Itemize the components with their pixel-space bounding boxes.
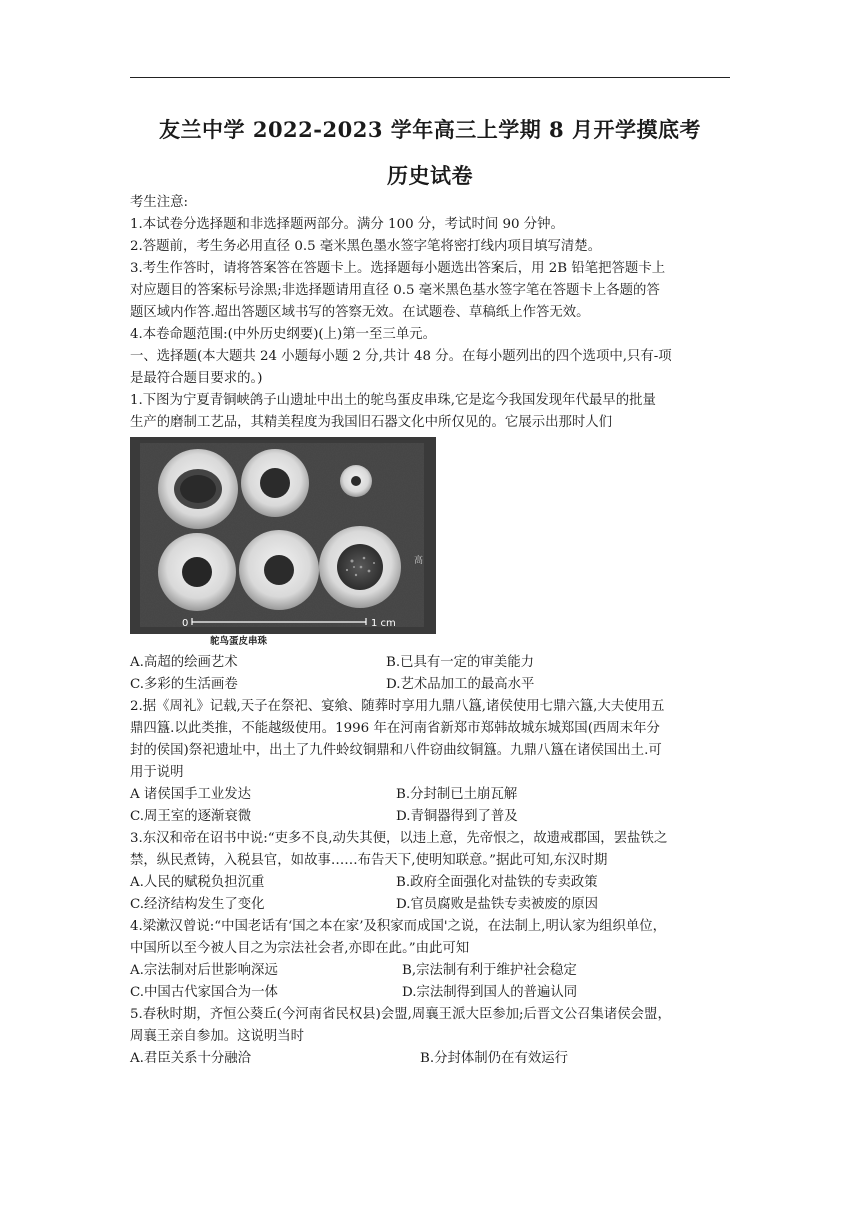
option-b[interactable]: B.已具有一定的审美能力 <box>386 655 535 670</box>
q3-stem: 3.东汉和帝在诏书中说:“吏多不良,动失其便，以违上意，先帝恨之，故遗戒郡国，罢盐铁之 <box>130 831 668 846</box>
q4-options-row <box>130 982 732 1004</box>
exam-body <box>130 192 732 1070</box>
option-a[interactable]: A.高超的绘画艺术 <box>130 655 238 670</box>
option-a[interactable]: A.君臣关系十分融洽 <box>130 1051 252 1066</box>
scale-end: 1 cm <box>371 618 396 629</box>
option-c[interactable]: C.多彩的生活画卷 <box>130 677 238 692</box>
bead-2 <box>241 449 309 517</box>
ostrich-eggshell-beads-photo <box>130 437 436 647</box>
bead-5 <box>239 530 319 610</box>
notice-header: 考生注意: <box>130 195 189 210</box>
q5-options-row <box>130 1048 732 1070</box>
option-a[interactable]: A.宗法制对后世影响深远 <box>130 963 278 978</box>
q2-options-row <box>130 784 732 806</box>
q1-stem: 生产的磨制工艺品，其精美程度为我国旧石器文化中所仅见的。它展示出那时人们 <box>130 415 613 430</box>
q4-stem: 中国所以至今被人目之为宗法社会者,亦即在此。”由此可知 <box>130 941 470 956</box>
bead-1 <box>158 449 238 529</box>
q5-stem: 周襄王亲自参加。这说明当时 <box>130 1029 305 1044</box>
section-heading: 是最符合题目要求的。) <box>130 371 263 386</box>
q3-options-row <box>130 894 732 916</box>
option-d[interactable]: D.官员腐败是盐铁专卖被废的原因 <box>396 897 598 912</box>
exam-subtitle: 历史试卷 <box>387 163 473 188</box>
notice-line: 1.本试卷分选择题和非选择题两部分。满分 100 分，考试时间 90 分钟。 <box>130 217 564 232</box>
option-c[interactable]: C.经济结构发生了变化 <box>130 897 265 912</box>
q5-stem: 5.春秋时期，齐恒公葵丘(今河南省民权县)会盟,周襄王派大臣参加;后晋文公召集诸侯会盟， <box>130 1007 671 1022</box>
q1-stem: 1.下图为宁夏青铜峡鸽子山遗址中出土的鸵鸟蛋皮串珠,它是迄今我国发现年代最早的批量 <box>130 393 656 408</box>
bead-3 <box>340 465 372 497</box>
option-c[interactable]: C.周王室的逐渐衰微 <box>130 809 252 824</box>
option-b[interactable]: B.政府全面强化对盐铁的专卖政策 <box>396 875 598 890</box>
notice-line: 题区域内作答.超出答题区域书写的答察无效。在试题卷、草稿纸上作答无效。 <box>130 305 590 320</box>
option-d[interactable]: D.艺术品加工的最高水平 <box>386 677 535 692</box>
q2-stem: 封的侯国)祭祀遗址中，出土了九件蛉纹铜鼎和八件窃曲纹铜簋。九鼎八簋在诸侯国出土.可 <box>130 743 662 758</box>
q1-options-row <box>130 652 732 674</box>
option-b[interactable]: B,宗法制有利于维护社会稳定 <box>402 963 577 978</box>
bead-6 <box>319 526 401 608</box>
exam-title: 友兰中学 2022-2023 学年高三上学期 8 月开学摸底考 <box>159 117 701 142</box>
notice-line: 对应题目的答案标号涂黑;非选择题请用直径 0.5 毫米黑色基水签字笔在答题卡上各题的答 <box>130 283 660 298</box>
option-d[interactable]: D.青铜器得到了普及 <box>396 809 518 824</box>
option-a[interactable]: A 诸侯国手工业发达 <box>130 787 252 802</box>
q1-options-row <box>130 674 732 696</box>
section-heading: 一、选择题(本大题共 24 小题每小题 2 分,共计 48 分。在每小题列出的四个选项中,只有-项 <box>130 349 672 364</box>
option-b[interactable]: B.分封制已土崩瓦解 <box>396 787 518 802</box>
q3-options-row <box>130 872 732 894</box>
notice-line: 3.考生作答时，请将答案答在答题卡上。选择题每小题选出答案后，用 2B 铅笔把答题卡上 <box>130 261 666 276</box>
option-d[interactable]: D.宗法制得到国人的普遍认同 <box>402 985 578 1000</box>
option-c[interactable]: C.中国古代家国合为一体 <box>130 985 278 1000</box>
q2-stem: 用于说明 <box>130 765 184 780</box>
scale-start: 0 <box>182 618 189 629</box>
q2-options-row <box>130 806 732 828</box>
figure-caption: 鸵鸟蛋皮串珠 <box>210 636 268 647</box>
q2-stem: 鼎四簋.以此类推，不能越级使用。1996 年在河南省新郑市郑韩故城东城郑国(西周末年分 <box>130 721 660 736</box>
option-b[interactable]: B.分封体制仍在有效运行 <box>420 1051 569 1066</box>
option-a[interactable]: A.人民的赋税负担沉重 <box>130 875 265 890</box>
q4-stem: 4.梁漱汉曾说:“中国老话有‘国之本在家’及积家而成国'之说，在法制上,明认家为组织单位， <box>130 919 667 934</box>
q3-stem: 禁，纵民煮铸，入税县官，如故事……布告天下,使明知联意。”据此可知,东汉时期 <box>130 853 608 868</box>
q4-options-row <box>130 960 732 982</box>
notice-line: 2.答题前，考生务必用直径 0.5 毫米黑色墨水签字笔将密打线内项目填写清楚。 <box>130 239 602 254</box>
bead-4 <box>158 533 236 611</box>
q2-stem: 2.据《周礼》记载,天子在祭祀、宴飨、随葬时享用九鼎八簋,诸侯使用七鼎六簋,大夫使用五 <box>130 699 665 714</box>
header-rule <box>130 77 730 78</box>
side-label: 高 <box>414 556 424 566</box>
notice-line: 4.本卷命题范围:(中外历史纲要)(上)第一至三单元。 <box>130 327 436 342</box>
beads-figure-svg <box>130 437 436 647</box>
